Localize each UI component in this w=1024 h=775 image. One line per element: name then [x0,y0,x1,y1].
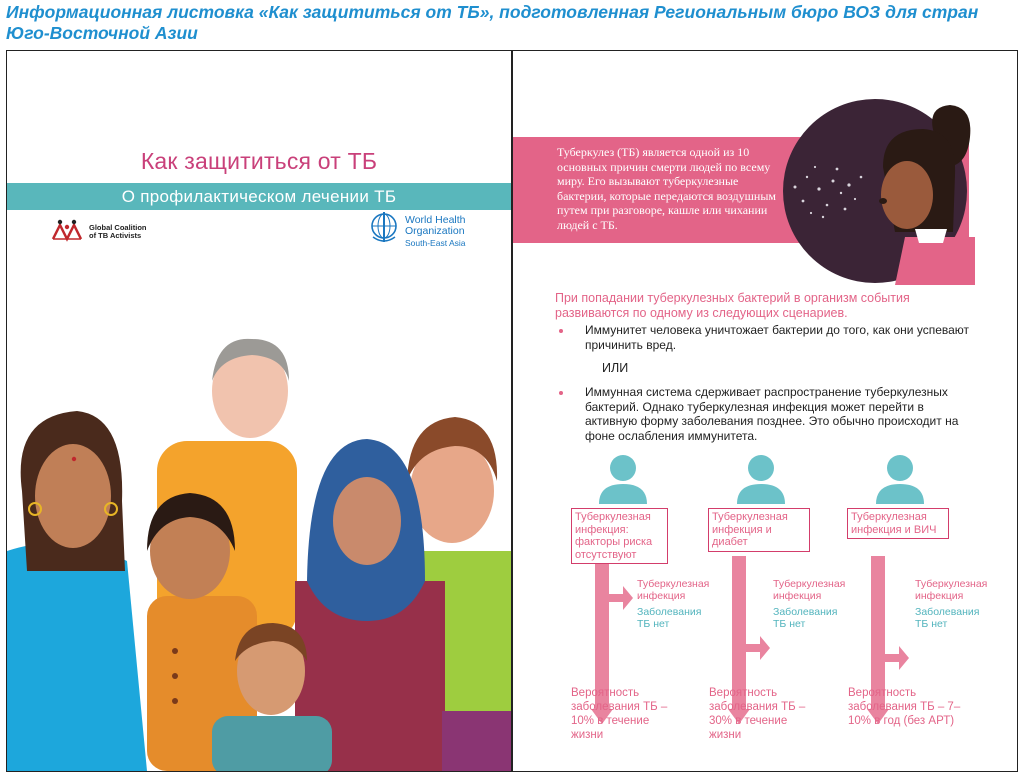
scenario-1-infection: Туберкулезная инфекция [637,578,710,602]
family-illustration [7,321,511,771]
scenario-1-label: Туберкулезная инфекция: факторы риска отсутствуют [571,508,668,564]
person-icon-1 [610,455,636,481]
person-icon-1-body [599,484,647,504]
conditions-intro: При попадании туберкулезных бактерий в организм события развиваются по одному из следующих сценариев. [555,291,910,320]
intro-text: Туберкулез (ТБ) является одной из 10 основных причин смерти людей по всему миру. Его вызывают туберкулезные бактерии, которые передаются воздушным путем при разговоре, кашле или чихании людей с ТБ. [557,145,776,232]
figure-caption: Информационная листовка «Как защититься от ТБ», подготовленная Региональным бюро ВОЗ для стран Юго-Восточной Азии [6,2,979,43]
scenario-2-infection: Туберкулезная инфекция [773,578,846,602]
person-icon-3 [887,455,913,481]
who-line2: Organization [405,225,465,237]
leaflet-cover-page [6,50,512,772]
bullet-dot [559,329,563,333]
risk-scenarios-diagram [513,446,1017,766]
scenario-2-label: Туберкулезная инфекция и диабет [708,508,810,552]
scenario-3-label: Туберкулезная инфекция и ВИЧ [847,508,949,539]
gcta-line1: Global Coalition [89,223,147,232]
blue-sari [7,543,147,771]
teal-shirt [212,716,332,771]
bullet1-text: Иммунитет человека уничтожает бактерии до того, как они успевают причинить вред. [585,323,970,352]
scenario-1-no-disease: Заболевания ТБ нет [637,606,702,630]
leaflet-info-page [512,50,1018,772]
gcta-line2: of TB Activists [89,231,142,240]
scenario-3-infection: Туберкулезная инфекция [915,578,988,602]
scenario-2-no-disease: Заболевания ТБ нет [773,606,838,630]
bullet-immune-contains [585,385,975,443]
coughing-woman-illustration [775,97,975,285]
scenario-3-no-disease: Заболевания ТБ нет [915,606,980,630]
person-icon-2 [748,455,774,481]
scenario-1-probability: Вероятность заболевания ТБ – 10% в течение жизни [571,687,668,741]
who-line1: World Health [405,214,466,226]
or-separator: ИЛИ [602,361,629,375]
cover-subtitle: О профилактическом лечении ТБ [121,187,397,206]
scenario-2-probability: Вероятность заболевания ТБ – 30% в течение жизни [709,687,806,741]
bullet-immune-destroys [585,323,975,352]
bullet2-text: Иммунная система сдерживает распространение туберкулезных бактерий. Однако туберкулезная инфекция может перейти в активную форму заболевания позднее. Это обычно происходит на фоне ослабления иммунитета. [585,385,959,443]
cover-title: Как защититься от ТБ [140,148,378,174]
who-logo-text [405,215,466,249]
gcta-logo-text [89,224,147,240]
who-emblem-icon [369,211,399,245]
scenario-3-probability: Вероятность заболевания ТБ – 7–10% в год (без АРТ) [848,687,961,727]
cover-subtitle-band [7,183,511,210]
bullet-dot [559,391,563,395]
person-icon-2-body [737,484,785,504]
hijab-woman-face [333,477,401,565]
who-region: South-East Asia [405,238,466,248]
person-icon-3-body [876,484,924,504]
